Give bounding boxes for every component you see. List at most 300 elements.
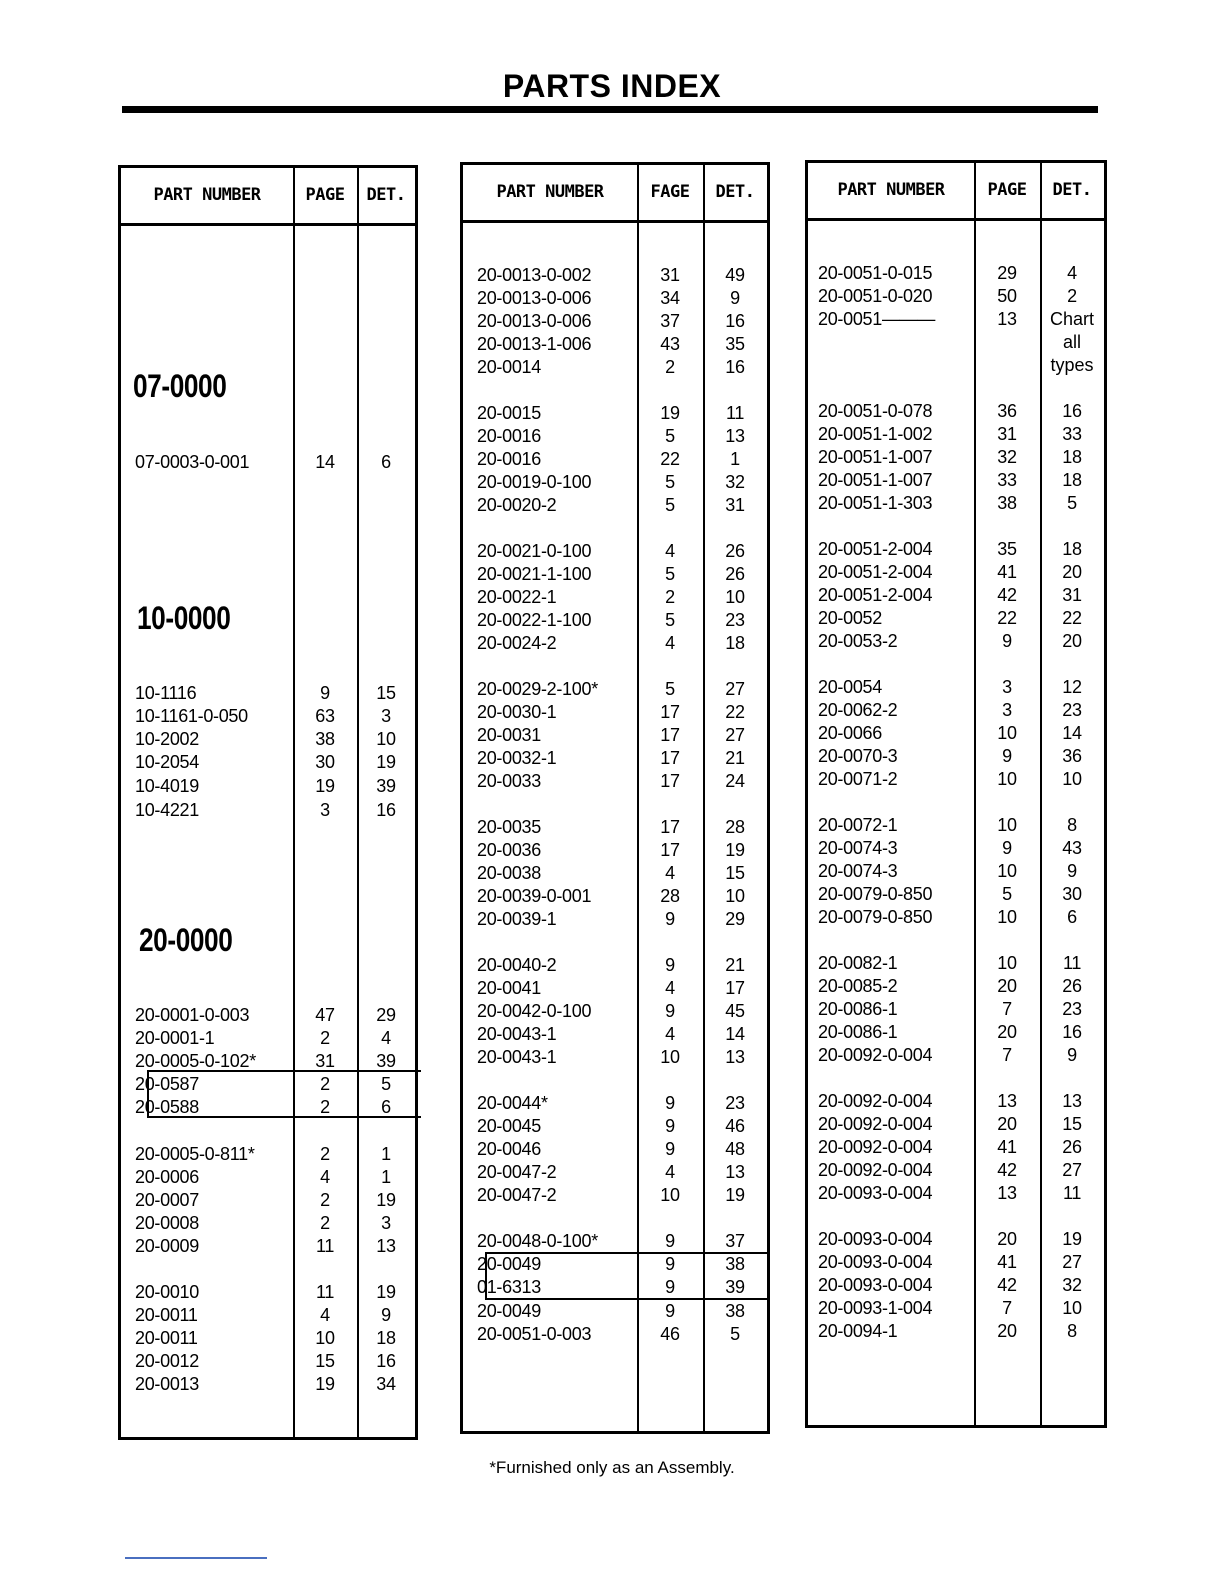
page-cell: 5 bbox=[665, 495, 675, 515]
page-cell: 28 bbox=[660, 886, 680, 906]
page-cell: 17 bbox=[660, 725, 680, 745]
part-number-cell: 20-0012 bbox=[135, 1351, 199, 1371]
part-number-cell: 20-0015 bbox=[477, 403, 541, 423]
table-row bbox=[463, 586, 767, 609]
page-cell: 38 bbox=[315, 729, 335, 749]
part-number-cell: 20-0013-0-002 bbox=[477, 265, 592, 285]
det-cell: 16 bbox=[725, 311, 745, 331]
page-cell: 4 bbox=[665, 863, 675, 883]
table-row bbox=[808, 676, 1104, 699]
det-cell: 13 bbox=[376, 1236, 396, 1256]
page-cell: 42 bbox=[997, 1160, 1017, 1180]
part-number-cell: 20-0039-1 bbox=[477, 909, 557, 929]
page-cell: 4 bbox=[665, 541, 675, 561]
det-cell: 48 bbox=[725, 1139, 745, 1159]
det-cell: 10 bbox=[1062, 1298, 1082, 1318]
part-number-cell: 20-0045 bbox=[477, 1116, 541, 1136]
page-cell: 13 bbox=[997, 1091, 1017, 1111]
page-cell: 9 bbox=[665, 1254, 675, 1274]
page-cell: 11 bbox=[315, 1236, 335, 1256]
part-number-cell: 20-0010 bbox=[135, 1282, 199, 1302]
det-cell: 26 bbox=[1062, 976, 1082, 996]
table-row bbox=[808, 400, 1104, 423]
table-row bbox=[808, 837, 1104, 860]
table-row bbox=[463, 448, 767, 471]
table-row bbox=[808, 860, 1104, 883]
det-cell: 8 bbox=[1067, 1321, 1077, 1341]
table-row bbox=[463, 1138, 767, 1161]
page-cell: 9 bbox=[665, 1277, 675, 1297]
page-cell: 43 bbox=[660, 334, 680, 354]
page-cell: 17 bbox=[660, 840, 680, 860]
det-cell: 15 bbox=[376, 683, 396, 703]
part-number-cell: 20-0066 bbox=[818, 723, 882, 743]
page-cell: 9 bbox=[1002, 838, 1012, 858]
det-cell: 15 bbox=[725, 863, 745, 883]
page-cell: 9 bbox=[665, 1301, 675, 1321]
table-row bbox=[121, 1004, 415, 1027]
table-row bbox=[808, 607, 1104, 630]
det-cell: 6 bbox=[381, 1097, 391, 1117]
page-cell: 4 bbox=[665, 1162, 675, 1182]
parts-table-3 bbox=[805, 160, 1107, 1428]
part-number-cell: 20-0013-0-006 bbox=[477, 288, 592, 308]
part-number-cell: 20-0031 bbox=[477, 725, 541, 745]
page-cell: 5 bbox=[665, 610, 675, 630]
table-row bbox=[808, 584, 1104, 607]
table-row bbox=[808, 699, 1104, 722]
table-row bbox=[463, 954, 767, 977]
part-number-cell: 07-0003-0-001 bbox=[135, 452, 250, 472]
det-cell: 19 bbox=[376, 1282, 396, 1302]
page-cell: 10 bbox=[315, 1328, 335, 1348]
part-number-cell: 20-0086-1 bbox=[818, 999, 898, 1019]
page-cell: 3 bbox=[1002, 700, 1012, 720]
page-cell: 19 bbox=[660, 403, 680, 423]
page-cell: 5 bbox=[1002, 884, 1012, 904]
table-row bbox=[463, 1023, 767, 1046]
part-number-cell: 20-0042-0-100 bbox=[477, 1001, 592, 1021]
page-cell: 2 bbox=[665, 357, 675, 377]
det-cell: 28 bbox=[725, 817, 745, 837]
det-cell: 19 bbox=[1062, 1229, 1082, 1249]
table-row bbox=[463, 1323, 767, 1346]
part-number-cell: 20-0013 bbox=[135, 1374, 199, 1394]
table-row bbox=[463, 264, 767, 287]
det-cell: 26 bbox=[725, 564, 745, 584]
det-cell: 14 bbox=[725, 1024, 745, 1044]
part-number-cell: 20-0041 bbox=[477, 978, 541, 998]
page-cell: 31 bbox=[997, 424, 1017, 444]
table-row bbox=[121, 1166, 415, 1189]
part-number-cell: 20-0036 bbox=[477, 840, 541, 860]
table-row bbox=[463, 540, 767, 563]
page-cell: 10 bbox=[997, 769, 1017, 789]
det-cell: 23 bbox=[1062, 700, 1082, 720]
table-row bbox=[463, 471, 767, 494]
table-row bbox=[121, 799, 415, 822]
title-rule bbox=[122, 106, 1098, 113]
page-cell: 9 bbox=[665, 909, 675, 929]
det-cell: 18 bbox=[1062, 447, 1082, 467]
det-cell: 3 bbox=[381, 706, 391, 726]
det-cell: 29 bbox=[725, 909, 745, 929]
page-cell: 37 bbox=[660, 311, 680, 331]
chart-note-line: all bbox=[1062, 332, 1081, 352]
header-det: DET. bbox=[715, 182, 755, 202]
header-det: DET. bbox=[366, 185, 406, 205]
page-cell: 5 bbox=[665, 679, 675, 699]
table-row bbox=[808, 446, 1104, 469]
header-page: FAGE bbox=[650, 182, 690, 202]
page-cell: 17 bbox=[660, 702, 680, 722]
page-cell: 22 bbox=[997, 608, 1017, 628]
det-cell: 22 bbox=[725, 702, 745, 722]
det-cell: 39 bbox=[725, 1277, 745, 1297]
table-row bbox=[121, 751, 415, 774]
part-number-cell: 20-0013-1-006 bbox=[477, 334, 592, 354]
part-number-cell: 20-0093-0-004 bbox=[818, 1275, 933, 1295]
part-number-cell: 20-0094-1 bbox=[818, 1321, 898, 1341]
table-row bbox=[463, 908, 767, 931]
part-number-cell: 20-0005-0-811* bbox=[135, 1144, 255, 1164]
det-cell: 1 bbox=[381, 1167, 391, 1187]
part-number-cell: 20-0007 bbox=[135, 1190, 199, 1210]
table-row bbox=[463, 839, 767, 862]
table-row bbox=[121, 1027, 415, 1050]
page-cell: 41 bbox=[997, 562, 1017, 582]
table-row bbox=[808, 561, 1104, 584]
table-row bbox=[808, 308, 1104, 331]
det-cell: 18 bbox=[376, 1328, 396, 1348]
page-cell: 3 bbox=[1002, 677, 1012, 697]
table-row bbox=[463, 356, 767, 379]
part-number-cell: 20-0051-1-002 bbox=[818, 424, 933, 444]
page-cell: 42 bbox=[997, 585, 1017, 605]
page-link-underline bbox=[125, 1557, 267, 1559]
part-number-cell: 20-0051-0-020 bbox=[818, 286, 933, 306]
table-row bbox=[808, 1320, 1104, 1343]
part-number-cell: 20-0052 bbox=[818, 608, 882, 628]
part-number-cell: 20-0070-3 bbox=[818, 746, 898, 766]
page-cell: 15 bbox=[315, 1351, 335, 1371]
det-cell: 11 bbox=[1062, 1183, 1082, 1203]
section-heading: 20-0000 bbox=[139, 922, 233, 958]
det-cell: 24 bbox=[725, 771, 745, 791]
page-cell: 10 bbox=[997, 815, 1017, 835]
table-row bbox=[463, 977, 767, 1000]
page-cell: 2 bbox=[320, 1144, 330, 1164]
det-cell: 20 bbox=[1062, 631, 1082, 651]
page-cell: 11 bbox=[315, 1282, 335, 1302]
page-cell: 7 bbox=[1002, 1298, 1012, 1318]
part-number-cell: 20-0043-1 bbox=[477, 1024, 557, 1044]
page-cell: 41 bbox=[997, 1252, 1017, 1272]
page-cell: 20 bbox=[997, 1114, 1017, 1134]
det-cell: 18 bbox=[1062, 470, 1082, 490]
part-number-cell: 20-0093-0-004 bbox=[818, 1183, 933, 1203]
page-cell: 2 bbox=[320, 1074, 330, 1094]
part-number-cell: 20-0048-0-100* bbox=[477, 1231, 598, 1251]
det-cell: 8 bbox=[1067, 815, 1077, 835]
table-row bbox=[121, 1281, 415, 1304]
part-number-cell: 20-0092-0-004 bbox=[818, 1045, 933, 1065]
page-cell: 41 bbox=[997, 1137, 1017, 1157]
part-number-cell: 20-0092-0-004 bbox=[818, 1137, 933, 1157]
table-row bbox=[808, 423, 1104, 446]
part-number-cell: 20-0049 bbox=[477, 1301, 541, 1321]
part-number-cell: 20-0051——— bbox=[818, 309, 936, 329]
det-cell: 17 bbox=[725, 978, 745, 998]
page-cell: 5 bbox=[665, 472, 675, 492]
det-cell: 27 bbox=[725, 725, 745, 745]
part-number-cell: 20-0092-0-004 bbox=[818, 1091, 933, 1111]
table-row bbox=[121, 1096, 415, 1119]
table-row bbox=[808, 722, 1104, 745]
det-cell: 9 bbox=[730, 288, 740, 308]
table-header bbox=[121, 168, 415, 226]
part-number-cell: 20-0082-1 bbox=[818, 953, 898, 973]
page-cell: 7 bbox=[1002, 999, 1012, 1019]
det-cell: 23 bbox=[725, 1093, 745, 1113]
section-heading: 07-0000 bbox=[133, 368, 227, 404]
det-cell: 27 bbox=[1062, 1160, 1082, 1180]
det-cell: 1 bbox=[381, 1144, 391, 1164]
part-number-cell: 20-0051-2-004 bbox=[818, 585, 933, 605]
det-cell: 19 bbox=[376, 752, 396, 772]
table-row bbox=[463, 494, 767, 517]
table-row bbox=[463, 425, 767, 448]
part-number-cell: 20-0046 bbox=[477, 1139, 541, 1159]
page-cell: 2 bbox=[665, 587, 675, 607]
det-cell: 10 bbox=[376, 729, 396, 749]
part-number-cell: 20-0085-2 bbox=[818, 976, 898, 996]
page-cell: 34 bbox=[660, 288, 680, 308]
table-row bbox=[463, 1161, 767, 1184]
part-number-cell: 20-0033 bbox=[477, 771, 541, 791]
page-cell: 9 bbox=[665, 1116, 675, 1136]
page-cell: 14 bbox=[315, 452, 335, 472]
page-cell: 30 bbox=[315, 752, 335, 772]
page-cell: 3 bbox=[320, 800, 330, 820]
part-number-cell: 20-0051-0-078 bbox=[818, 401, 933, 421]
page-cell: 20 bbox=[997, 976, 1017, 996]
det-cell: 11 bbox=[725, 403, 745, 423]
page-cell: 9 bbox=[665, 1093, 675, 1113]
table-row bbox=[808, 1182, 1104, 1205]
table-row bbox=[121, 1304, 415, 1327]
page-cell: 9 bbox=[1002, 631, 1012, 651]
part-number-cell: 20-0072-1 bbox=[818, 815, 898, 835]
page-cell: 20 bbox=[997, 1321, 1017, 1341]
det-cell: 39 bbox=[376, 1051, 396, 1071]
part-number-cell: 01-6313 bbox=[477, 1277, 541, 1297]
table-row bbox=[121, 705, 415, 728]
det-cell: 19 bbox=[725, 1185, 745, 1205]
parts-table-1 bbox=[118, 165, 418, 1440]
page-cell: 19 bbox=[315, 776, 335, 796]
header-det: DET. bbox=[1052, 180, 1092, 200]
det-cell: 13 bbox=[725, 426, 745, 446]
part-number-cell: 20-0051-2-004 bbox=[818, 562, 933, 582]
table-row bbox=[808, 285, 1104, 308]
page-cell: 10 bbox=[997, 861, 1017, 881]
table-row bbox=[121, 1212, 415, 1235]
chart-note-line: Chart bbox=[1049, 309, 1094, 329]
part-number-cell: 20-0049 bbox=[477, 1254, 541, 1274]
table-row bbox=[808, 1113, 1104, 1136]
part-number-cell: 20-0051-0-003 bbox=[477, 1324, 592, 1344]
page-cell: 4 bbox=[665, 1024, 675, 1044]
table-row bbox=[808, 1021, 1104, 1044]
part-number-cell: 20-0011 bbox=[135, 1305, 198, 1325]
part-number-cell: 20-0009 bbox=[135, 1236, 199, 1256]
det-cell: 5 bbox=[730, 1324, 740, 1344]
part-number-cell: 20-0021-0-100 bbox=[477, 541, 592, 561]
table-row bbox=[463, 862, 767, 885]
page-cell: 35 bbox=[997, 539, 1017, 559]
table-row bbox=[463, 1092, 767, 1115]
page-cell: 2 bbox=[320, 1213, 330, 1233]
table-row bbox=[808, 745, 1104, 768]
part-number-cell: 20-0054 bbox=[818, 677, 882, 697]
part-number-cell: 20-0074-3 bbox=[818, 838, 898, 858]
table-row bbox=[121, 682, 415, 705]
part-number-cell: 20-0079-0-850 bbox=[818, 907, 933, 927]
table-row bbox=[808, 469, 1104, 492]
det-cell: 10 bbox=[725, 886, 745, 906]
part-number-cell: 20-0006 bbox=[135, 1167, 199, 1187]
page-cell: 4 bbox=[665, 978, 675, 998]
table-row bbox=[463, 701, 767, 724]
part-number-cell: 20-0092-0-004 bbox=[818, 1114, 933, 1134]
table-row bbox=[463, 310, 767, 333]
page-cell: 10 bbox=[997, 723, 1017, 743]
table-row bbox=[463, 885, 767, 908]
table-row bbox=[463, 563, 767, 586]
part-number-cell: 10-2002 bbox=[135, 729, 199, 749]
table-row bbox=[808, 630, 1104, 653]
part-number-cell: 20-0047-2 bbox=[477, 1185, 557, 1205]
det-cell: 45 bbox=[725, 1001, 745, 1021]
part-number-cell: 20-0044* bbox=[477, 1093, 548, 1113]
det-cell: 33 bbox=[1062, 424, 1082, 444]
part-number-cell: 20-0086-1 bbox=[818, 1022, 898, 1042]
det-cell: 46 bbox=[725, 1116, 745, 1136]
page-cell: 47 bbox=[315, 1005, 335, 1025]
page-cell: 9 bbox=[665, 955, 675, 975]
part-number-cell: 20-0035 bbox=[477, 817, 541, 837]
det-cell: 21 bbox=[725, 955, 745, 975]
page-cell: 9 bbox=[665, 1231, 675, 1251]
det-cell: 13 bbox=[725, 1162, 745, 1182]
det-cell: 31 bbox=[1062, 585, 1082, 605]
page-cell: 20 bbox=[997, 1229, 1017, 1249]
table-row bbox=[463, 632, 767, 655]
table-row bbox=[121, 1143, 415, 1166]
table-row bbox=[808, 492, 1104, 515]
page-cell: 9 bbox=[1002, 746, 1012, 766]
part-number-cell: 20-0051-2-004 bbox=[818, 539, 933, 559]
part-number-cell: 20-0022-1-100 bbox=[477, 610, 592, 630]
table-row bbox=[808, 1274, 1104, 1297]
table-row bbox=[121, 451, 415, 474]
page-cell: 7 bbox=[1002, 1045, 1012, 1065]
part-number-cell: 10-4019 bbox=[135, 776, 199, 796]
table-row bbox=[808, 1136, 1104, 1159]
part-number-cell: 10-4221 bbox=[135, 800, 199, 820]
det-cell: 19 bbox=[725, 840, 745, 860]
page-cell: 33 bbox=[997, 470, 1017, 490]
table-row bbox=[808, 538, 1104, 561]
part-number-cell: 20-0013-0-006 bbox=[477, 311, 592, 331]
footnote: *Furnished only as an Assembly. bbox=[489, 1458, 735, 1477]
det-cell: 4 bbox=[381, 1028, 391, 1048]
table-row bbox=[808, 1228, 1104, 1251]
header-page: PAGE bbox=[305, 185, 345, 205]
table-row bbox=[808, 768, 1104, 791]
det-cell: 19 bbox=[376, 1190, 396, 1210]
table-header bbox=[808, 163, 1104, 221]
det-cell: 29 bbox=[376, 1005, 396, 1025]
det-cell: 13 bbox=[1062, 1091, 1082, 1111]
table-row bbox=[808, 975, 1104, 998]
page-cell: 31 bbox=[315, 1051, 335, 1071]
page-cell: 9 bbox=[665, 1139, 675, 1159]
part-number-cell: 20-0029-2-100* bbox=[477, 679, 598, 699]
table-row bbox=[463, 1000, 767, 1023]
table-row bbox=[121, 775, 415, 798]
page-cell: 17 bbox=[660, 748, 680, 768]
part-number-cell: 20-0051-1-007 bbox=[818, 470, 933, 490]
det-cell: 16 bbox=[376, 1351, 396, 1371]
part-number-cell: 20-0016 bbox=[477, 426, 541, 446]
det-cell: 23 bbox=[725, 610, 745, 630]
page-cell: 29 bbox=[997, 263, 1017, 283]
header-part-number: PART NUMBER bbox=[496, 182, 604, 202]
det-cell: 43 bbox=[1062, 838, 1082, 858]
part-number-cell: 20-0014 bbox=[477, 357, 541, 377]
page-cell: 50 bbox=[997, 286, 1017, 306]
det-cell: 16 bbox=[725, 357, 745, 377]
table-row bbox=[463, 816, 767, 839]
part-number-cell: 20-0092-0-004 bbox=[818, 1160, 933, 1180]
table-header bbox=[463, 165, 767, 223]
table-row bbox=[463, 1230, 767, 1253]
part-number-cell: 20-0093-0-004 bbox=[818, 1229, 933, 1249]
header-page: PAGE bbox=[987, 180, 1027, 200]
table-row bbox=[463, 1253, 767, 1276]
table-row bbox=[463, 1184, 767, 1207]
det-cell: 49 bbox=[725, 265, 745, 285]
part-number-cell: 20-0019-0-100 bbox=[477, 472, 592, 492]
page-cell: 46 bbox=[660, 1324, 680, 1344]
table-row bbox=[463, 1276, 767, 1299]
part-number-cell: 20-0051-1-007 bbox=[818, 447, 933, 467]
part-number-cell: 20-0093-1-004 bbox=[818, 1298, 933, 1318]
part-number-cell: 20-0079-0-850 bbox=[818, 884, 933, 904]
part-number-cell: 20-0051-1-303 bbox=[818, 493, 933, 513]
page-cell: 4 bbox=[320, 1167, 330, 1187]
page-cell: 17 bbox=[660, 817, 680, 837]
det-cell: 26 bbox=[725, 541, 745, 561]
table-row bbox=[808, 883, 1104, 906]
table-row bbox=[463, 724, 767, 747]
part-number-cell: 10-1161-0-050 bbox=[135, 706, 248, 726]
table-row bbox=[463, 333, 767, 356]
table-row bbox=[463, 402, 767, 425]
part-number-cell: 20-0032-1 bbox=[477, 748, 557, 768]
